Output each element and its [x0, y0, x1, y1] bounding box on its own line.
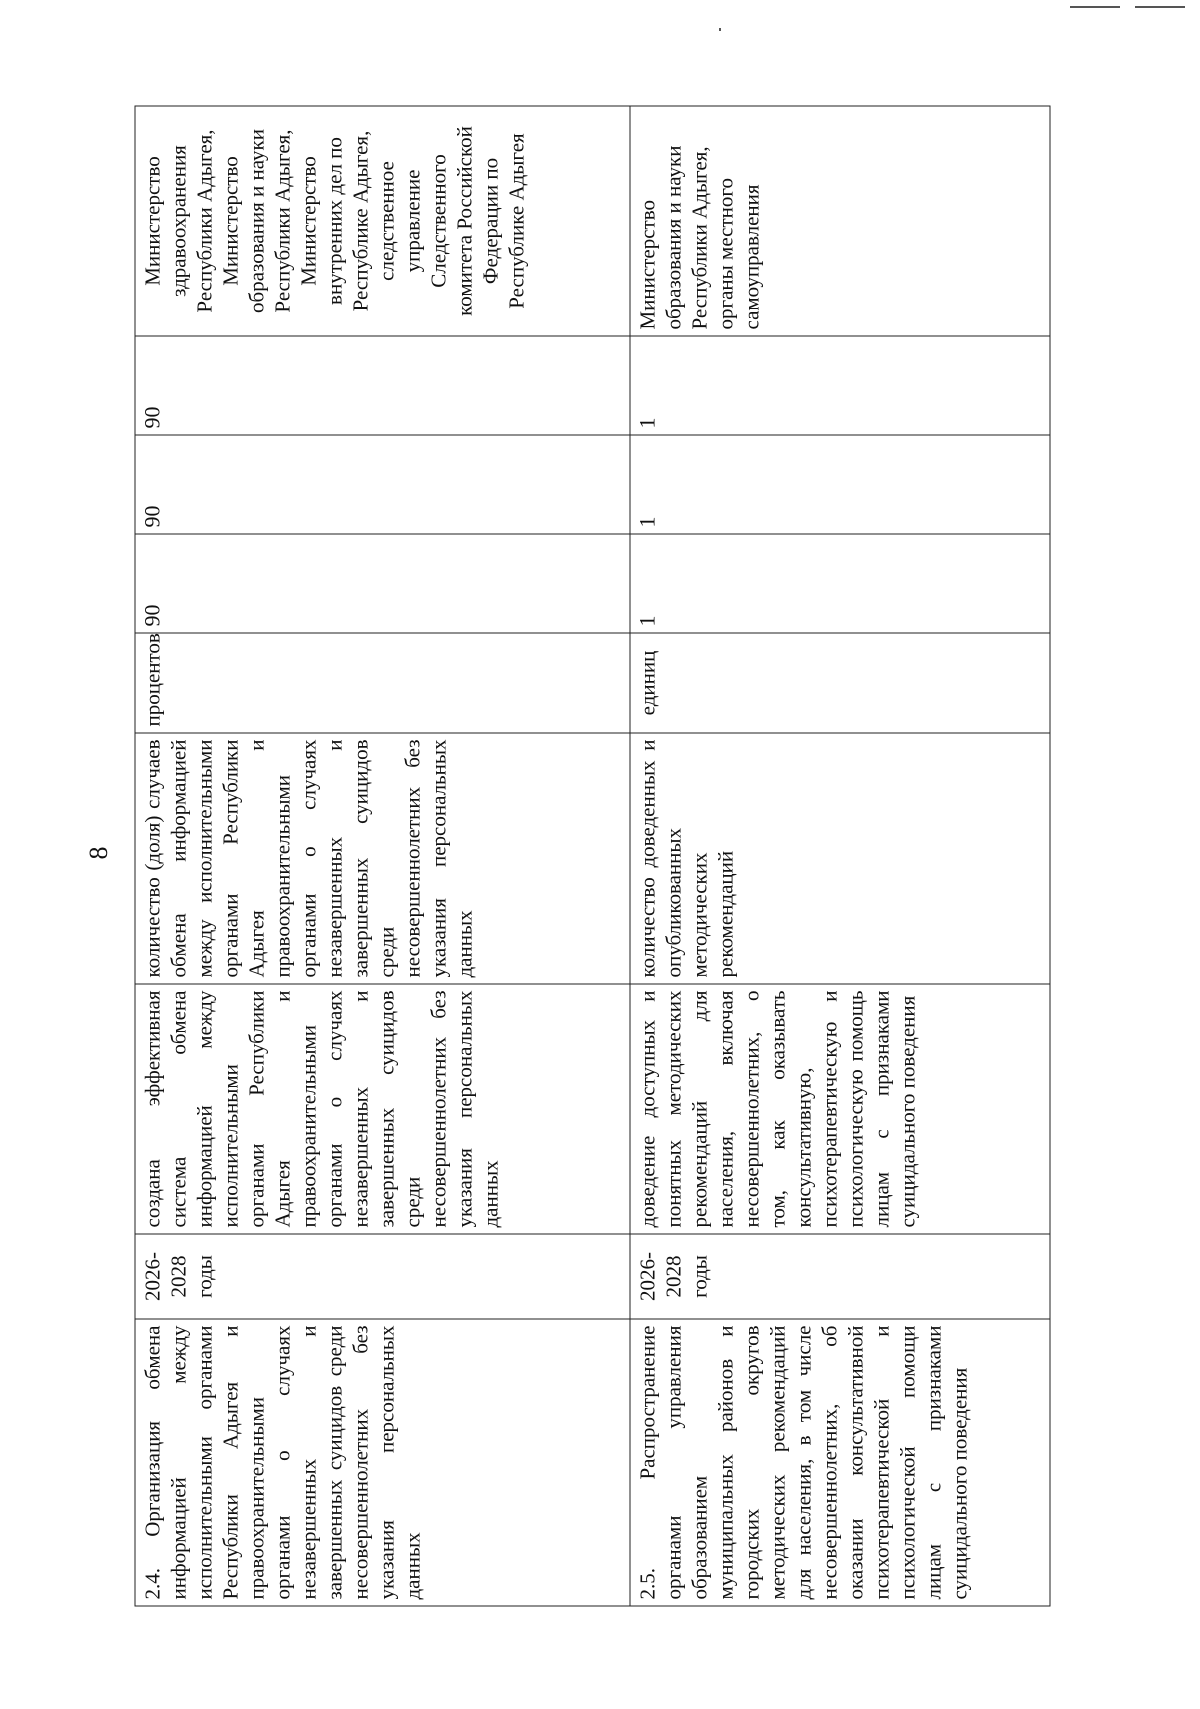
unit-cell: единиц — [630, 633, 1050, 733]
value-cell: 90 — [135, 534, 630, 633]
indicator-cell: количество доведенных и опубликованных методических рекомендаций — [630, 733, 1050, 984]
page-number: 8 — [84, 846, 113, 860]
period-cell: 2026-2028 годы — [630, 1234, 1050, 1319]
responsible-cell: Министерство образования и науки Республики Адыгея, органы местного самоуправления — [630, 106, 1050, 336]
value-cell: 1 — [630, 336, 1050, 435]
value-cell: 90 — [135, 435, 630, 534]
value-cell: 1 — [630, 435, 1050, 534]
period-cell: 2026-2028 годы — [135, 1234, 630, 1319]
responsible-cell: Министерство здравоохранения Республики Адыгея, Министерство образования и науки Республики Адыгея, Министерство внутренних дел по Республике Адыгея, следственное управление Следственного комитета Российской Федерации по Республике Адыгея — [135, 106, 630, 336]
unit-cell: процентов — [135, 633, 630, 733]
value-cell: 90 — [135, 336, 630, 435]
event-cell: 2.5. Распространение органами управления образованием муниципальных районов и городских округов методических рекомендаций для населения, в том числе несовершеннолетних, об оказании консультативной психотерапевтической и психологической помощи лицам с признаками суицидального поведения — [630, 1319, 1050, 1606]
result-cell: доведение доступных и понятных методических рекомендаций для населения, включая несовершеннолетних, о том, как оказывать консультативную, психотерапевтическую и психологическую помощь лицам с признаками суицидального поведения — [630, 984, 1050, 1234]
table-row — [135, 106, 630, 1606]
event-cell: 2.4. Организация обмена информацией между исполнительными органами Республики Адыгея и правоохранительными органами о случаях незавершенных и завершенных суицидов среди несовершеннолетних без указания персональных данных — [135, 1319, 630, 1606]
indicator-cell: количество (доля) случаев обмена информацией между исполнительными органами Республики Адыгея и правоохранительными органами о случаях незавершенных и завершенных суицидов среди несовершеннолетних без указания персональных данных — [135, 733, 630, 984]
scan-mark — [719, 28, 721, 31]
value-cell: 1 — [630, 534, 1050, 633]
table-row — [630, 106, 1050, 1606]
result-cell: создана эффективная система обмена информацией между исполнительными органами Республики Адыгея и правоохранительными органами о случаях незавершенных и завершенных суицидов среди несовершеннолетних без указания персональных данных — [135, 984, 630, 1234]
measures-table-rotated — [135, 106, 1050, 1606]
measures-table — [135, 105, 1051, 1606]
scan-mark — [1135, 6, 1185, 8]
scan-mark — [1070, 6, 1120, 8]
